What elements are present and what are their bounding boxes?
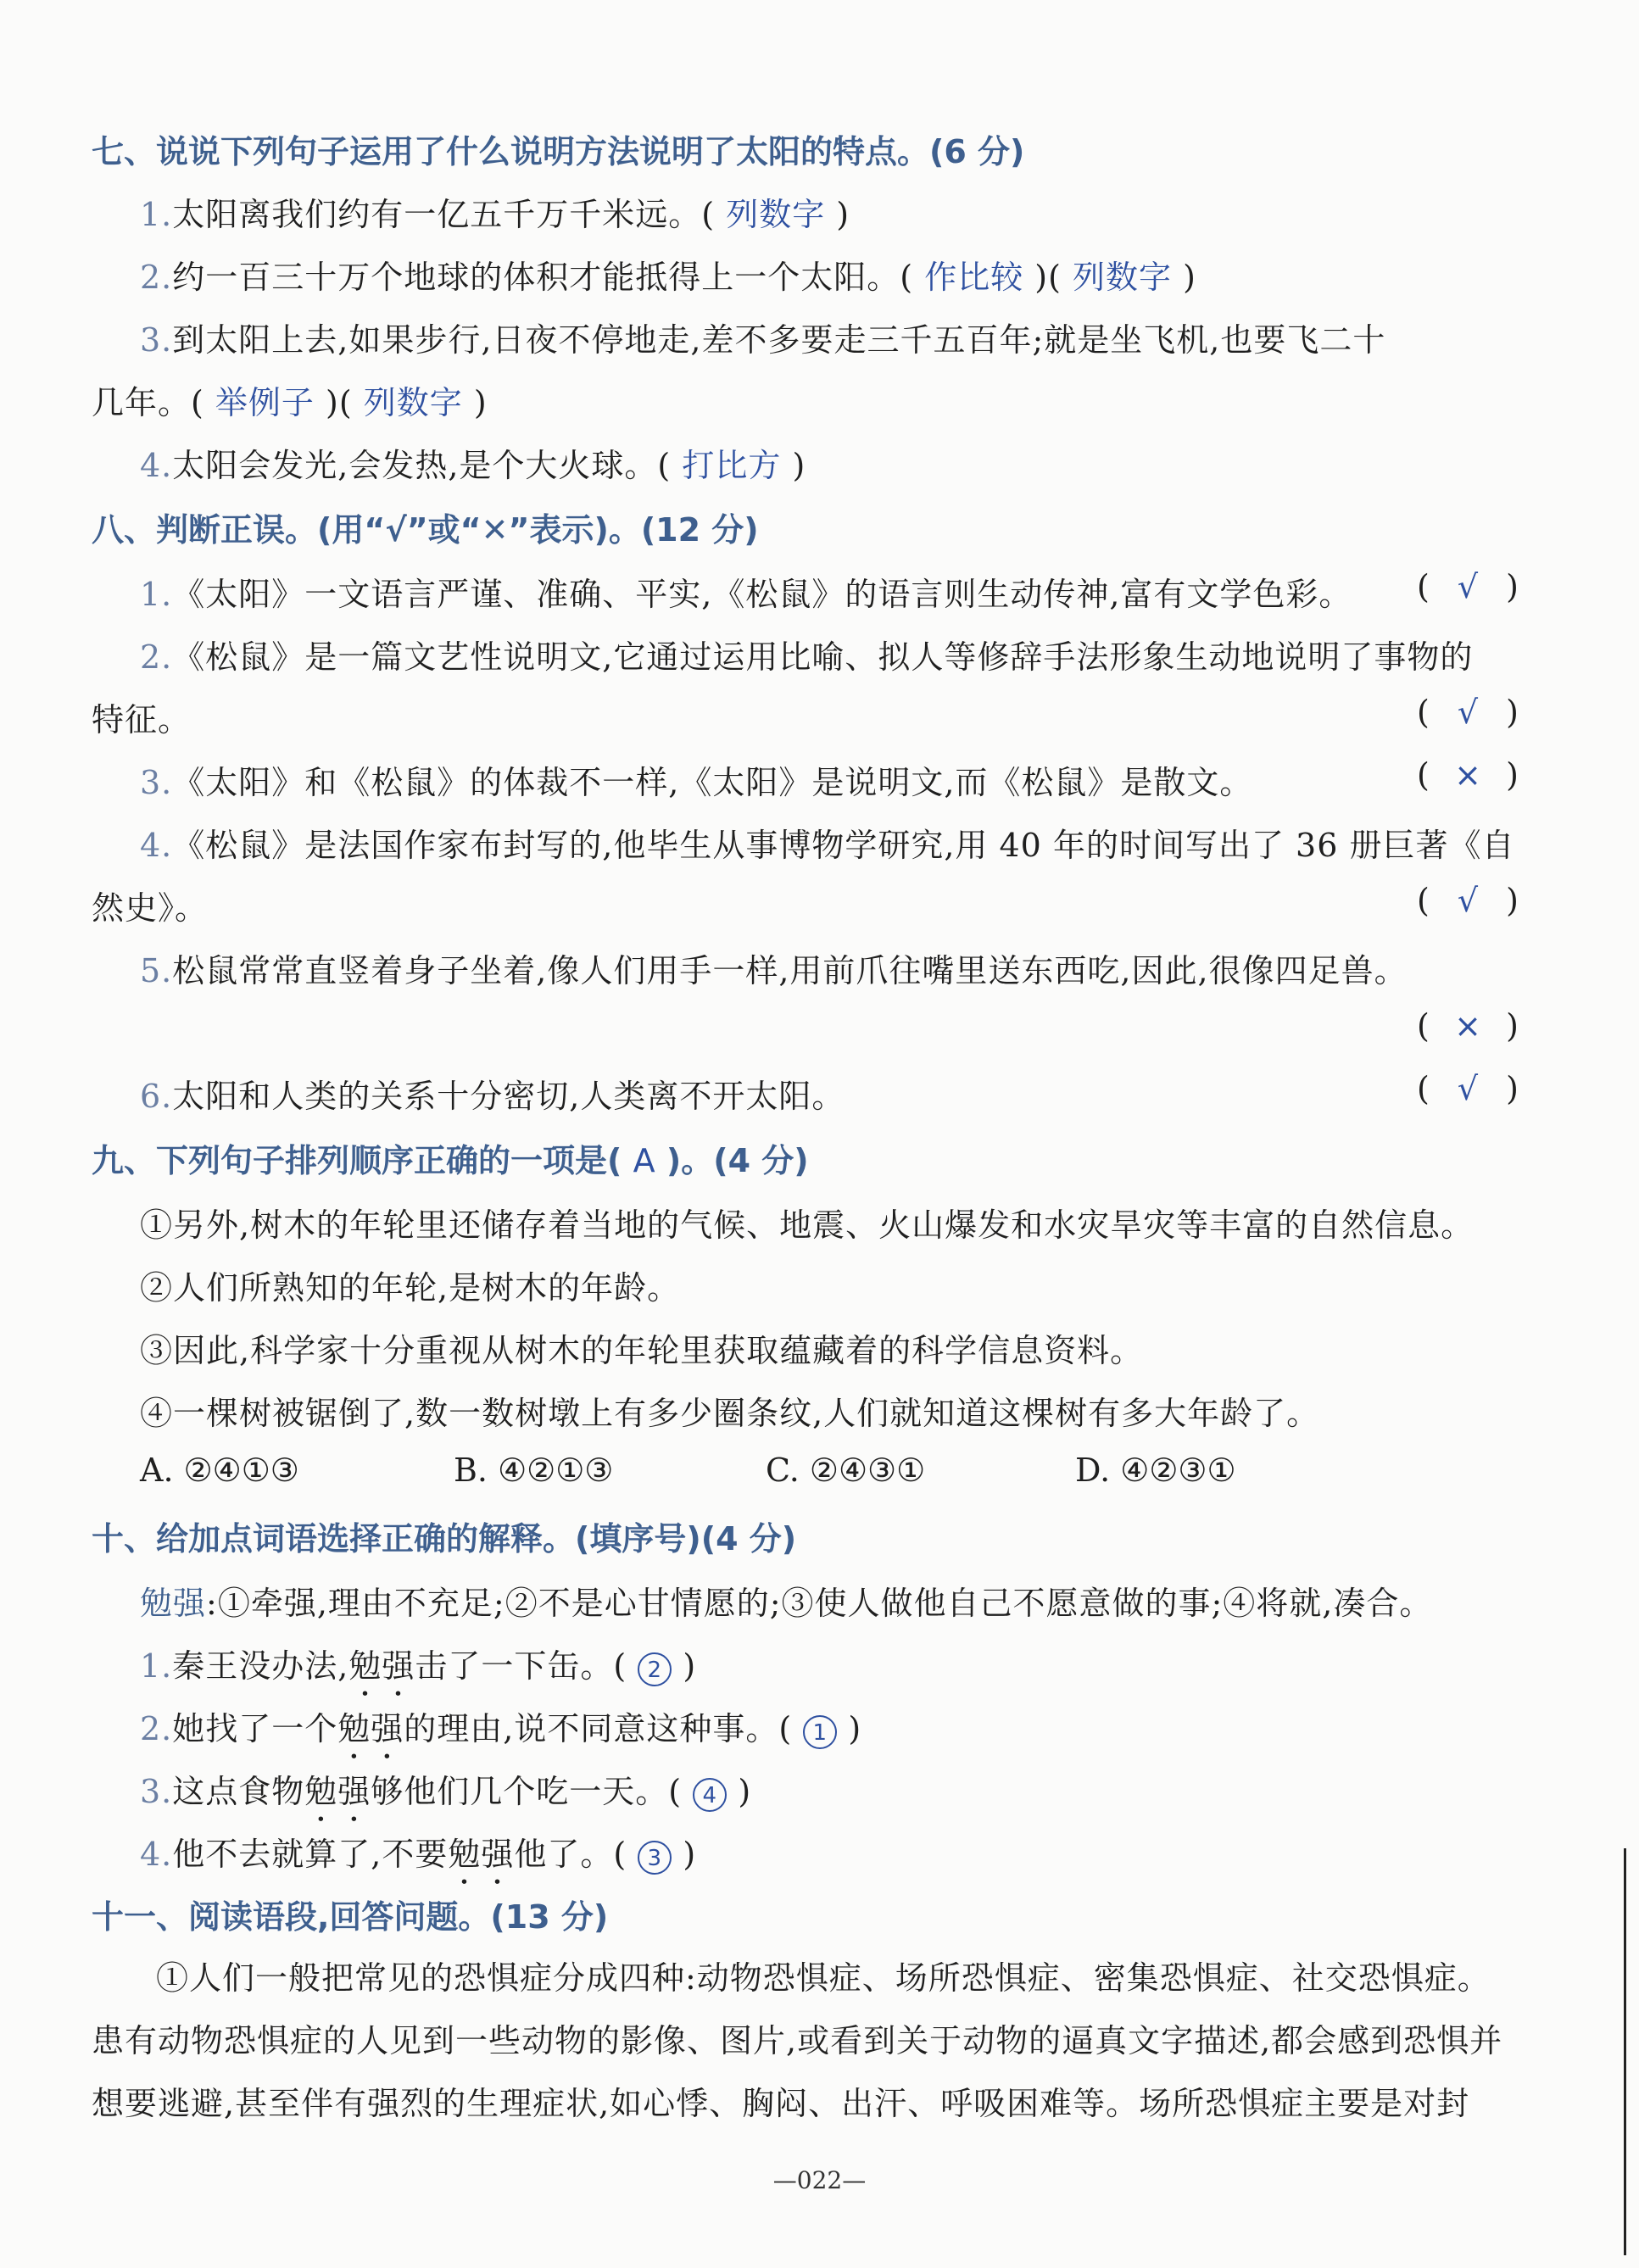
- section-9-heading: 九、下列句子排列顺序正确的一项是( A )。(4 分): [92, 1142, 809, 1179]
- binding-edge-line: [1624, 1848, 1626, 2255]
- s8-q6-judgment: ( √ ): [1417, 1070, 1519, 1107]
- s9-item-2: ②人们所熟知的年轮,是树木的年龄。: [140, 1269, 681, 1307]
- s8-question-4: 4.《松鼠》是法国作家布封写的,他毕生从事博物学研究,用 40 年的时间写出了 36 册巨著《自: [140, 827, 1515, 864]
- s10-definition: 勉强:①牵强,理由不充足;②不是心甘情愿的;③使人做他自己不愿意做的事;④将就,凑合。: [140, 1585, 1433, 1622]
- s9-item-4: ④一棵树被锯倒了,数一数树墩上有多少圈条纹,人们就知道这棵树有多大年龄了。: [140, 1395, 1320, 1432]
- s10-question-2: 2.她找了一个勉强的理由,说不同意这种事。( 1 ): [140, 1710, 862, 1747]
- s8-question-2-cont: 特征。: [92, 701, 192, 738]
- s7-question-3-cont: 几年。( 举例子 )( 列数字 ): [92, 384, 488, 421]
- s7-question-2: 2.约一百三十万个地球的体积才能抵得上一个太阳。( 作比较 )( 列数字 ): [140, 259, 1196, 296]
- s9-option-d: D. ④②③①: [1075, 1452, 1236, 1489]
- s8-q5-judgment: ( × ): [1417, 1007, 1519, 1045]
- s7-question-3: 3.到太阳上去,如果步行,日夜不停地走,差不多要走三千五百年;就是坐飞机,也要飞二十: [140, 321, 1386, 359]
- s9-option-b: B. ④②①③: [454, 1452, 614, 1489]
- s8-question-6: 6.太阳和人类的关系十分密切,人类离不开太阳。: [140, 1078, 845, 1115]
- page-number: —022—: [772, 2166, 867, 2194]
- s8-question-5: 5.松鼠常常直竖着身子坐着,像人们用手一样,用前爪往嘴里送东西吃,因此,很像四足兽。: [140, 952, 1408, 989]
- s8-question-1: 1.《太阳》一文语言严谨、准确、平实,《松鼠》的语言则生动传神,富有文学色彩。: [140, 576, 1352, 613]
- s11-reading-passage: ①人们一般把常见的恐惧症分成四种:动物恐惧症、场所恐惧症、密集恐惧症、社交恐惧症。患有动物恐惧症的人见到一些动物的影像、图片,或看到关于动物的逼真文字描述,都会感到恐惧并想要逃避,甚至伴有强烈的生理症状,如心悸、胸闷、出汗、呼吸困难等。场所恐惧症主要是对封: [92, 1959, 1503, 2122]
- s7-q3-answer-1: 举例子: [215, 384, 315, 421]
- s10-question-1: 1.秦王没办法,勉强击了一下缶。( 2 ): [140, 1647, 697, 1685]
- section-8-heading: 八、判断正误。(用“√”或“✕”表示)。(12 分): [92, 511, 759, 549]
- section-7-heading: 七、说说下列句子运用了什么说明方法说明了太阳的特点。(6 分): [92, 133, 1025, 170]
- s8-question-2: 2.《松鼠》是一篇文艺性说明文,它通过运用比喻、拟人等修辞手法形象生动地说明了事物的: [140, 638, 1474, 676]
- s7-question-1: 1.太阳离我们约有一亿五千万千米远。( 列数字 ): [140, 196, 850, 233]
- section-10-heading: 十、给加点词语选择正确的解释。(填序号)(4 分): [92, 1520, 797, 1558]
- s7-q2-answer-1: 作比较: [924, 259, 1024, 296]
- s10-q1-answer: 2: [638, 1652, 672, 1686]
- s7-question-4: 4.太阳会发光,会发热,是个大火球。( 打比方 ): [140, 447, 806, 484]
- s8-question-3: 3.《太阳》和《松鼠》的体裁不一样,《太阳》是说明文,而《松鼠》是散文。: [140, 764, 1253, 801]
- s9-option-c: C. ②④③①: [766, 1452, 926, 1489]
- s10-question-3: 3.这点食物勉强够他们几个吃一天。( 4 ): [140, 1773, 752, 1810]
- s10-question-4: 4.他不去就算了,不要勉强他了。( 3 ): [140, 1836, 697, 1873]
- s7-q2-answer-2: 列数字: [1073, 259, 1173, 296]
- s8-q3-judgment: ( × ): [1417, 756, 1519, 794]
- s10-q2-answer: 1: [803, 1715, 837, 1749]
- s7-q1-answer: 列数字: [726, 196, 826, 233]
- s9-item-1: ①另外,树木的年轮里还储存着当地的气候、地震、火山爆发和水灾旱灾等丰富的自然信息。: [140, 1206, 1475, 1244]
- s9-item-3: ③因此,科学家十分重视从树木的年轮里获取蕴藏着的科学信息资料。: [140, 1332, 1144, 1369]
- s10-q3-answer: 4: [693, 1778, 727, 1812]
- section-11-heading: 十一、阅读语段,回答问题。(13 分): [92, 1898, 609, 1936]
- s8-question-4-cont: 然史》。: [92, 889, 209, 927]
- s10-q4-answer: 3: [638, 1841, 672, 1875]
- s7-q3-answer-2: 列数字: [363, 384, 463, 421]
- s7-q4-answer: 打比方: [682, 447, 782, 484]
- s8-q4-judgment: ( √ ): [1417, 882, 1519, 919]
- s9-answer: A: [633, 1142, 655, 1179]
- s8-q2-judgment: ( √ ): [1417, 694, 1519, 731]
- s9-option-a: A. ②④①③: [140, 1452, 299, 1489]
- s8-q1-judgment: ( √ ): [1417, 568, 1519, 605]
